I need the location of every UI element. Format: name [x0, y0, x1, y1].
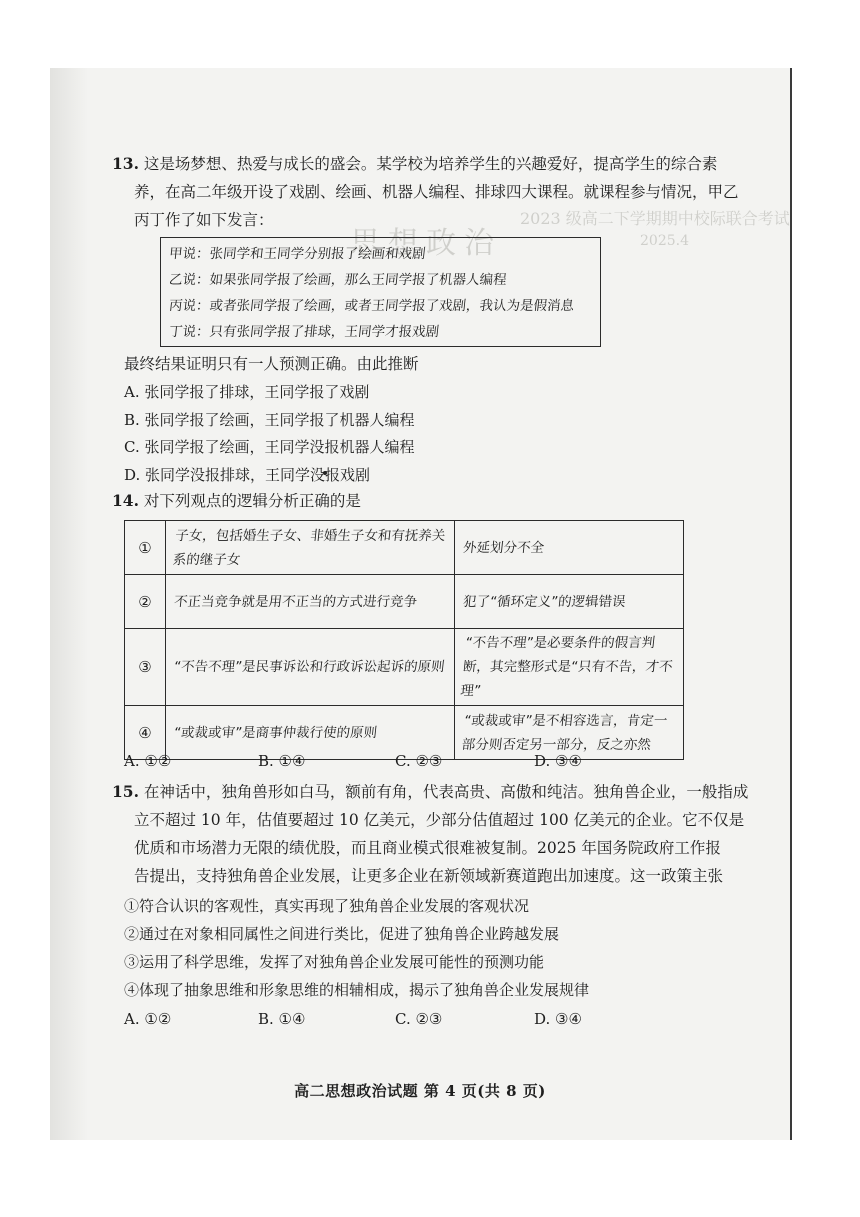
bleed-through-year: 2025.4: [640, 233, 689, 249]
q13-line-1: 13. 这是场梦想、热爱与成长的盛会。某学校为培养学生的兴趣爱好，提高学生的综合素: [112, 154, 718, 173]
q15-item-4: ④体现了抽象思维和形象思维的相辅相成，揭示了独角兽企业发展规律: [124, 981, 590, 999]
q13-option-a: A. 张同学报了排球，王同学报了戏剧: [124, 383, 370, 401]
q15-option-d: D. ③④: [534, 1010, 582, 1028]
q13-conclusion: 最终结果证明只有一人预测正确。由此推断: [124, 355, 419, 373]
row-number: ②: [125, 575, 166, 629]
q14-stem: 14. 对下列观点的逻辑分析正确的是: [112, 491, 361, 510]
q14-option-b: B. ①④: [258, 752, 306, 770]
row-number: ③: [125, 629, 166, 706]
q14-option-a: A. ①②: [124, 752, 172, 770]
page-footer: 高二思想政治试题 第 4 页(共 8 页): [294, 1082, 546, 1100]
table-row: [125, 575, 684, 629]
q15-line-2: 立不超过 10 年，估值要超过 10 亿美元，少部分估值超过 100 亿美元的企业。它不仅是: [134, 811, 745, 829]
q15-line-4: 告提出，支持独角兽企业发展，让更多企业在新领域新赛道跑出加速度。这一政策主张: [134, 867, 724, 885]
q15-number: 15.: [112, 782, 139, 801]
row-view: “不告不理”是民事诉讼和行政诉讼起诉的原则: [173, 659, 446, 675]
q13-option-c: C. 张同学报了绘画，王同学没报机器人编程: [124, 438, 415, 456]
q13-statement-jia: 甲说：张同学和王同学分别报了绘画和戏剧: [168, 246, 427, 262]
q15-item-2: ②通过在对象相同属性之间进行类比，促进了独角兽企业跨越发展: [124, 925, 560, 943]
row-analysis: 外延划分不全: [462, 539, 545, 556]
q13-statement-yi: 乙说：如果张同学报了绘画，那么王同学报了机器人编程: [168, 272, 508, 288]
q13-option-b: B. 张同学报了绘画，王同学报了机器人编程: [124, 411, 415, 429]
exam-page: [50, 68, 792, 1140]
q13-line-2: 养，在高二年级开设了戏剧、绘画、机器人编程、排球四大课程。就课程参与情况，甲乙: [134, 183, 739, 201]
q15-line-3: 优质和市场潜力无限的绩优股，而且商业模式很难被复制。2025 年国务院政府工作报: [134, 839, 721, 857]
row-analysis: “或裁或审”是不相容选言，肯定一部分则否定另一部分，反之亦然: [460, 712, 669, 753]
q15-item-1: ①符合认识的客观性，真实再现了独角兽企业发展的客观状况: [124, 897, 530, 915]
q15-option-b: B. ①④: [258, 1010, 306, 1028]
q13-statement-bing: 丙说：或者张同学报了绘画，或者王同学报了戏剧，我认为是假消息: [168, 298, 575, 314]
q15-line-1: 15. 在神话中，独角兽形如白马，额前有角，代表高贵、高傲和纯洁。独角兽企业，一般指成: [112, 782, 749, 801]
q13-statements-box: [160, 237, 601, 347]
table-row: [125, 629, 684, 706]
q14-option-d: D. ③④: [534, 752, 582, 770]
row-view: 子女，包括婚生子女、非婚生子女和有抚养关系的继子女: [171, 527, 447, 568]
row-analysis: 犯了“循环定义”的逻辑错误: [462, 593, 627, 610]
q14-number: 14.: [112, 491, 139, 510]
bleed-through-header: 2023 级高二下学期期中校际联合考试: [520, 209, 790, 228]
q15-option-a: A. ①②: [124, 1010, 172, 1028]
q15-option-c: C. ②③: [395, 1010, 443, 1028]
bleed-through-title: 思想政治: [350, 226, 502, 261]
row-analysis: “不告不理”是必要条件的假言判断，其完整形式是“只有不告，才不理”: [459, 635, 674, 699]
row-number: ④: [125, 706, 166, 760]
row-number: ①: [125, 521, 166, 575]
q14-option-c: C. ②③: [395, 752, 443, 770]
q13-option-d: D. 张同学没报排球，王同学没报戏剧: [124, 466, 371, 484]
q13-line-3: 丙丁作了如下发言：: [134, 211, 274, 229]
q14-analysis-table: [124, 520, 684, 760]
row-view: “或裁或审”是商事仲裁行使的原则: [173, 724, 378, 741]
table-row: [125, 521, 684, 575]
q15-item-3: ③运用了科学思维，发挥了对独角兽企业发展可能性的预测功能: [124, 953, 545, 971]
row-view: 不正当竞争就是用不正当的方式进行竞争: [173, 593, 418, 610]
q13-statement-ding: 丁说：只有张同学报了排球，王同学才报戏剧: [168, 324, 440, 340]
q13-number: 13.: [112, 154, 139, 173]
page-fold-shadow: [50, 68, 88, 1140]
